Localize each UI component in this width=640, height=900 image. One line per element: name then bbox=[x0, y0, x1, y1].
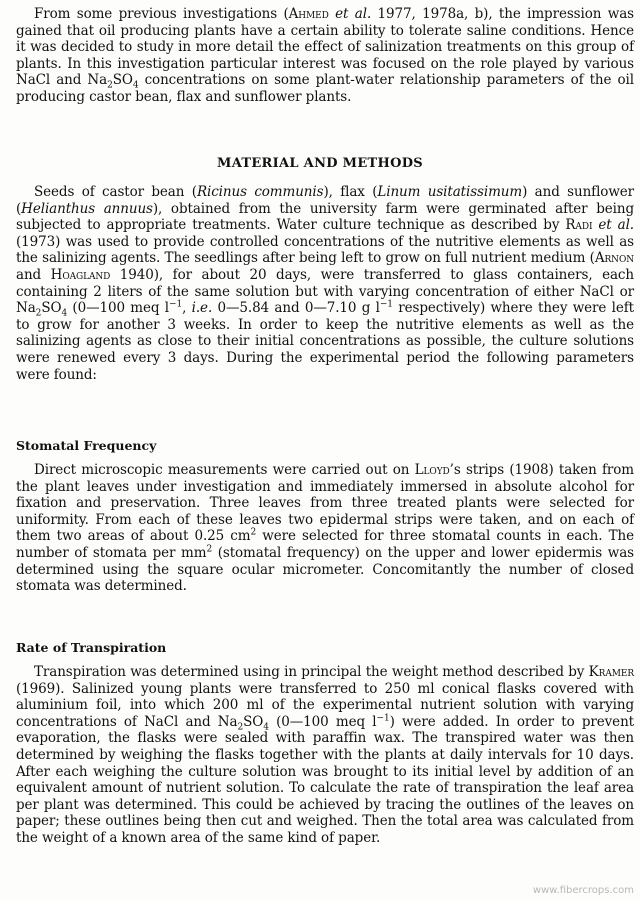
intro-paragraph: From some previous investigations (Ahmed et al. 1977, 1978a, b), the impression was gained that oil producing plants have a certain ability to tolerate saline conditions. Hence it was decided to study in more detail the effect of salinization treatments on this group of plants. In this investigation particular interest was focused on the role played by various NaCl and $Na_2SO_4$ concentrations on some plant-water relationship parameters of the oil producing castor bean, flax and sunflower plants. bbox=[16, 6, 634, 105]
watermark: www.fibercrops.com bbox=[532, 885, 634, 896]
transpiration-paragraph: Transpiration was determined using in principal the weight method described by Kramer (1969). Salinized young plants were transferred to 250 ml conical flasks covered with aluminium foil, into which 200 ml of the experimental nutrient solution with varying concentrations of NaCl and $Na_2SO_4$ (0—100 meq $l^{-1}$) were added. In order to prevent evaporation, the flasks were sealed with paraffin wax. The transpired water was then determined by weighing the flasks together with the plants at daily intervals for 10 days. After each weighing the culture solution was brought to its initial level by addition of an equivalent amount of nutrient solution. To calculate the rate of transpiration the leaf area per plant was determined. This could be achieved by tracing the outlines of the leaves on paper; these outlines being then cut and weighed. Then the total area was calculated from the weight of a known area of the same kind of paper. bbox=[16, 664, 634, 846]
stomatal-paragraph: Direct microscopic measurements were carried out on Lloyd’s strips (1908) taken from the plant leaves under investigation and immediately immersed in absolute alcohol for fixation and preservation. Three leaves from three treated plants were selected for uniformity. From each of these leaves two epidermal strips were taken, and on each of them two areas of about 0.25 $cm^2$ were selected for three stomatal counts in each. The number of stomata per $mm^2$ (stomatal frequency) on the upper and lower epidermis was determined using the square ocular micrometer. Concomitantly the number of closed stomata was determined. bbox=[16, 462, 634, 595]
subheading-stomatal-frequency: Stomatal Frequency bbox=[16, 438, 157, 453]
section-heading-material-methods: MATERIAL AND METHODS bbox=[217, 156, 423, 171]
methods-paragraph: Seeds of castor bean (Ricinus communis), flax (Linum usitatissimum) and sunflower (Helianthus annuus), obtained from the university farm were germinated after being subjected to appropriate treatments. Water culture technique as described by Radi et al. (1973) was used to provide controlled concentrations of the nutritive elements as well as the salinizing agents. The seedlings after being left to grow on full nutrient medium (Arnon and Hoagland 1940), for about 20 days, were transferred to glass containers, each containing 2 liters of the same solution but with varying concentration of either NaCl or $Na_2SO_4$ (0—100 meq $l^{-1}$, i.e. 0—5.84 and 0—7.10 g $l^{-1}$ respectively) where they were left to grow for another 3 weeks. In order to keep the nutritive elements as well as the salinizing agents as close to their initial concentrations as possible, the culture solutions were renewed every 3 days. During the experimental period the following parameters were found: bbox=[16, 184, 635, 383]
subheading-rate-of-transpiration: Rate of Transpiration bbox=[16, 640, 167, 655]
